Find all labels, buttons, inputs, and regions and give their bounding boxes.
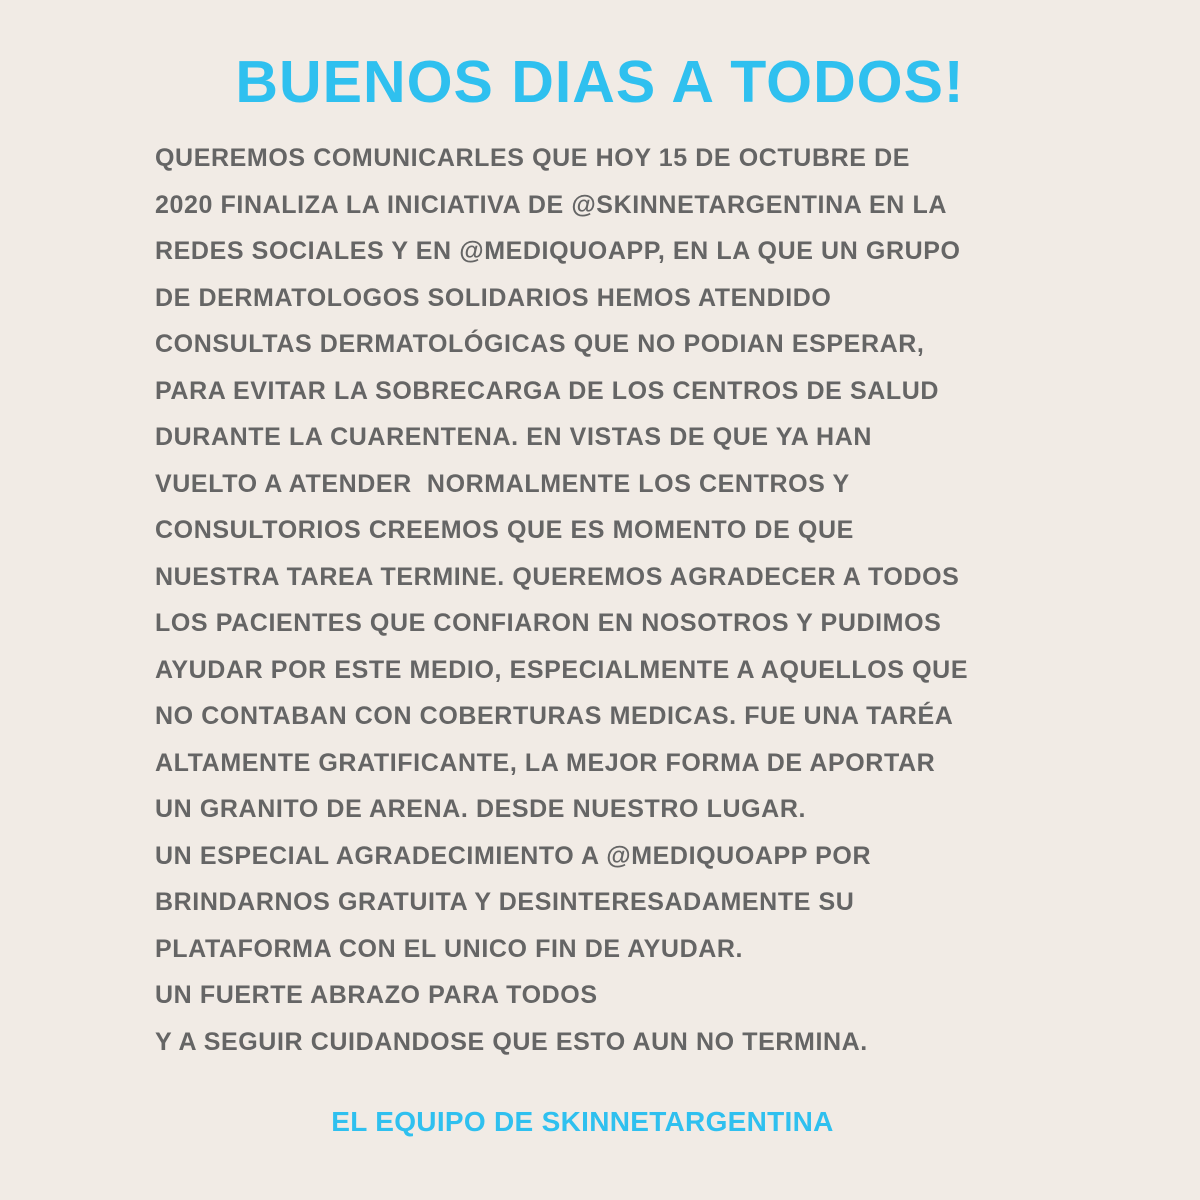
body-line: CONSULTORIOS CREEMOS QUE ES MOMENTO DE QUE [155, 516, 854, 544]
body-line: BRINDARNOS GRATUITA Y DESINTERESADAMENTE SU [155, 888, 855, 916]
body-line: UN FUERTE ABRAZO PARA TODOS [155, 981, 598, 1009]
body-line: PARA EVITAR LA SOBRECARGA DE LOS CENTROS DE SALUD [155, 376, 940, 405]
body-line: UN ESPECIAL AGRADECIMIENTO A @MEDIQUOAPP POR [155, 841, 872, 870]
body-line: 2020 FINALIZA LA INICIATIVA DE @SKINNETARGENTINA EN LA [155, 190, 947, 219]
body-line: DE DERMATOLOGOS SOLIDARIOS HEMOS ATENDIDO [155, 283, 832, 312]
post-title: BUENOS DIAS A TODOS! [235, 49, 965, 115]
body-line: PLATAFORMA CON EL UNICO FIN DE AYUDAR. [155, 934, 744, 963]
post-body [155, 135, 1115, 1065]
body-line: DURANTE LA CUARENTENA. EN VISTAS DE QUE YA HAN [155, 423, 873, 451]
body-line: REDES SOCIALES Y EN @MEDIQUOAPP, EN LA QUE UN GRUPO [155, 237, 961, 265]
body-line: UN GRANITO DE ARENA. DESDE NUESTRO LUGAR. [155, 795, 807, 823]
body-line: NO CONTABAN CON COBERTURAS MEDICAS. FUE UNA TARÉA [155, 702, 954, 730]
body-line: ALTAMENTE GRATIFICANTE, LA MEJOR FORMA DE APORTAR [155, 748, 936, 777]
body-line: NUESTRA TAREA TERMINE. QUEREMOS AGRADECER A TODOS [155, 562, 960, 591]
body-line: Y A SEGUIR CUIDANDOSE QUE ESTO AUN NO TERMINA. [155, 1027, 868, 1056]
body-line: QUEREMOS COMUNICARLES QUE HOY 15 DE OCTUBRE DE [155, 144, 911, 172]
body-line: LOS PACIENTES QUE CONFIARON EN NOSOTROS Y PUDIMOS [155, 609, 942, 637]
post-signature: EL EQUIPO DE SKINNETARGENTINA [331, 1106, 834, 1137]
body-line: AYUDAR POR ESTE MEDIO, ESPECIALMENTE A AQUELLOS QUE [155, 655, 969, 684]
body-line: CONSULTAS DERMATOLÓGICAS QUE NO PODIAN ESPERAR, [155, 330, 925, 358]
body-line: VUELTO A ATENDER NORMALMENTE LOS CENTROS Y [155, 469, 850, 498]
